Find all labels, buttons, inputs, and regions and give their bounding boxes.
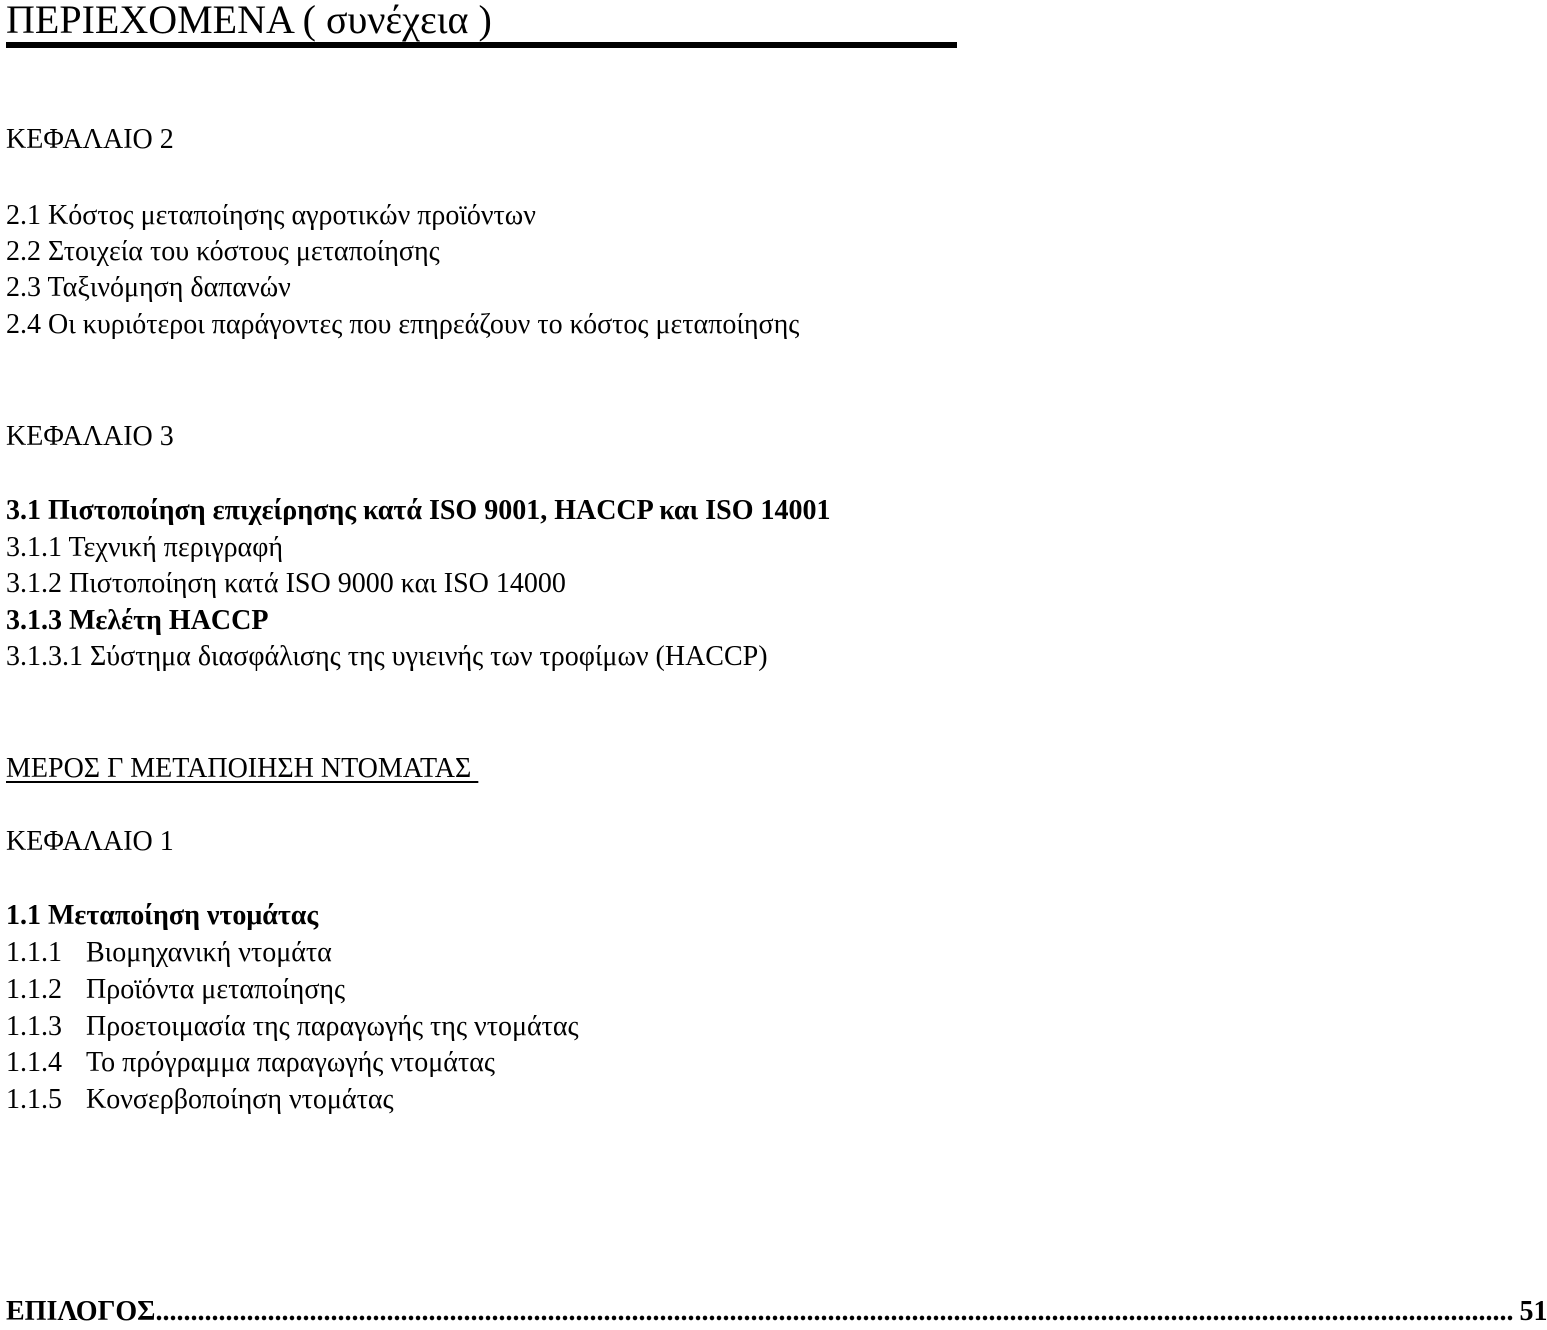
toc-entry-1-1-2[interactable]: [6, 974, 345, 1006]
entry-title: Κονσερβοποίηση ντομάτας: [86, 1084, 394, 1115]
toc-entry-2-2[interactable]: 2.2 Στοιχεία του κόστους μεταποίησης: [6, 236, 440, 267]
entry-title: Προετοιμασία της παραγωγής της ντομάτας: [86, 1011, 579, 1042]
toc-entry-1-1-4[interactable]: [6, 1047, 495, 1079]
toc-entry-1-1[interactable]: 1.1 Μεταποίηση ντομάτας: [6, 900, 319, 931]
toc-entry-1-1-3[interactable]: [6, 1011, 579, 1043]
entry-number: 1.1.5: [6, 1084, 62, 1115]
entry-number: 1.1.4: [6, 1047, 62, 1078]
epilogue-label: ΕΠΙΛΟΓΟΣ: [6, 1296, 156, 1327]
toc-entry-1-1-5[interactable]: [6, 1084, 394, 1116]
toc-entry-2-4[interactable]: 2.4 Οι κυριότεροι παράγοντες που επηρεάζουν το κόστος μεταποίησης: [6, 309, 800, 340]
page-number: 51: [1519, 1296, 1547, 1327]
entry-title: Βιομηχανική ντομάτα: [86, 937, 332, 968]
toc-entry-epilogue[interactable]: [6, 1296, 1547, 1328]
entry-number: 1.1.3: [6, 1011, 62, 1042]
part-c-heading: ΜΕΡΟΣ Γ ΜΕΤΑΠΟΙΗΣΗ ΝΤΟΜΑΤΑΣ: [6, 753, 479, 784]
toc-entry-3-1-3-1[interactable]: 3.1.3.1 Σύστημα διασφάλισης της υγιεινής των τροφίμων (HACCP): [6, 641, 768, 672]
toc-entry-3-1-3[interactable]: 3.1.3 Μελέτη HACCP: [6, 605, 269, 636]
chapter-3-heading: ΚΕΦΑΛΑΙΟ 3: [6, 421, 174, 452]
entry-title: Το πρόγραμμα παραγωγής ντομάτας: [86, 1047, 495, 1078]
page-title: ΠΕΡΙΕΧΟΜΕΝΑ ( συνέχεια ): [6, 0, 492, 42]
dot-leader: ..................................................................................................................................................................................................: [155, 1296, 1514, 1327]
entry-title: Προϊόντα μεταποίησης: [86, 974, 346, 1005]
toc-entry-2-3[interactable]: 2.3 Ταξινόμηση δαπανών: [6, 272, 291, 303]
title-divider: [6, 42, 957, 48]
toc-entry-3-1-2[interactable]: 3.1.2 Πιστοποίηση κατά ISO 9000 και ISO 14000: [6, 568, 566, 599]
toc-entry-3-1[interactable]: 3.1 Πιστοποίηση επιχείρησης κατά ISO 9001, HACCP και ISO 14001: [6, 495, 831, 526]
toc-entry-1-1-1[interactable]: [6, 937, 332, 969]
chapter-2-heading: ΚΕΦΑΛΑΙΟ 2: [6, 124, 174, 155]
chapter-1-heading: ΚΕΦΑΛΑΙΟ 1: [6, 826, 174, 857]
entry-number: 1.1.1: [6, 937, 62, 968]
toc-entry-2-1[interactable]: 2.1 Κόστος μεταποίησης αγροτικών προϊόντων: [6, 200, 536, 231]
entry-number: 1.1.2: [6, 974, 62, 1005]
toc-entry-3-1-1[interactable]: 3.1.1 Τεχνική περιγραφή: [6, 532, 284, 563]
